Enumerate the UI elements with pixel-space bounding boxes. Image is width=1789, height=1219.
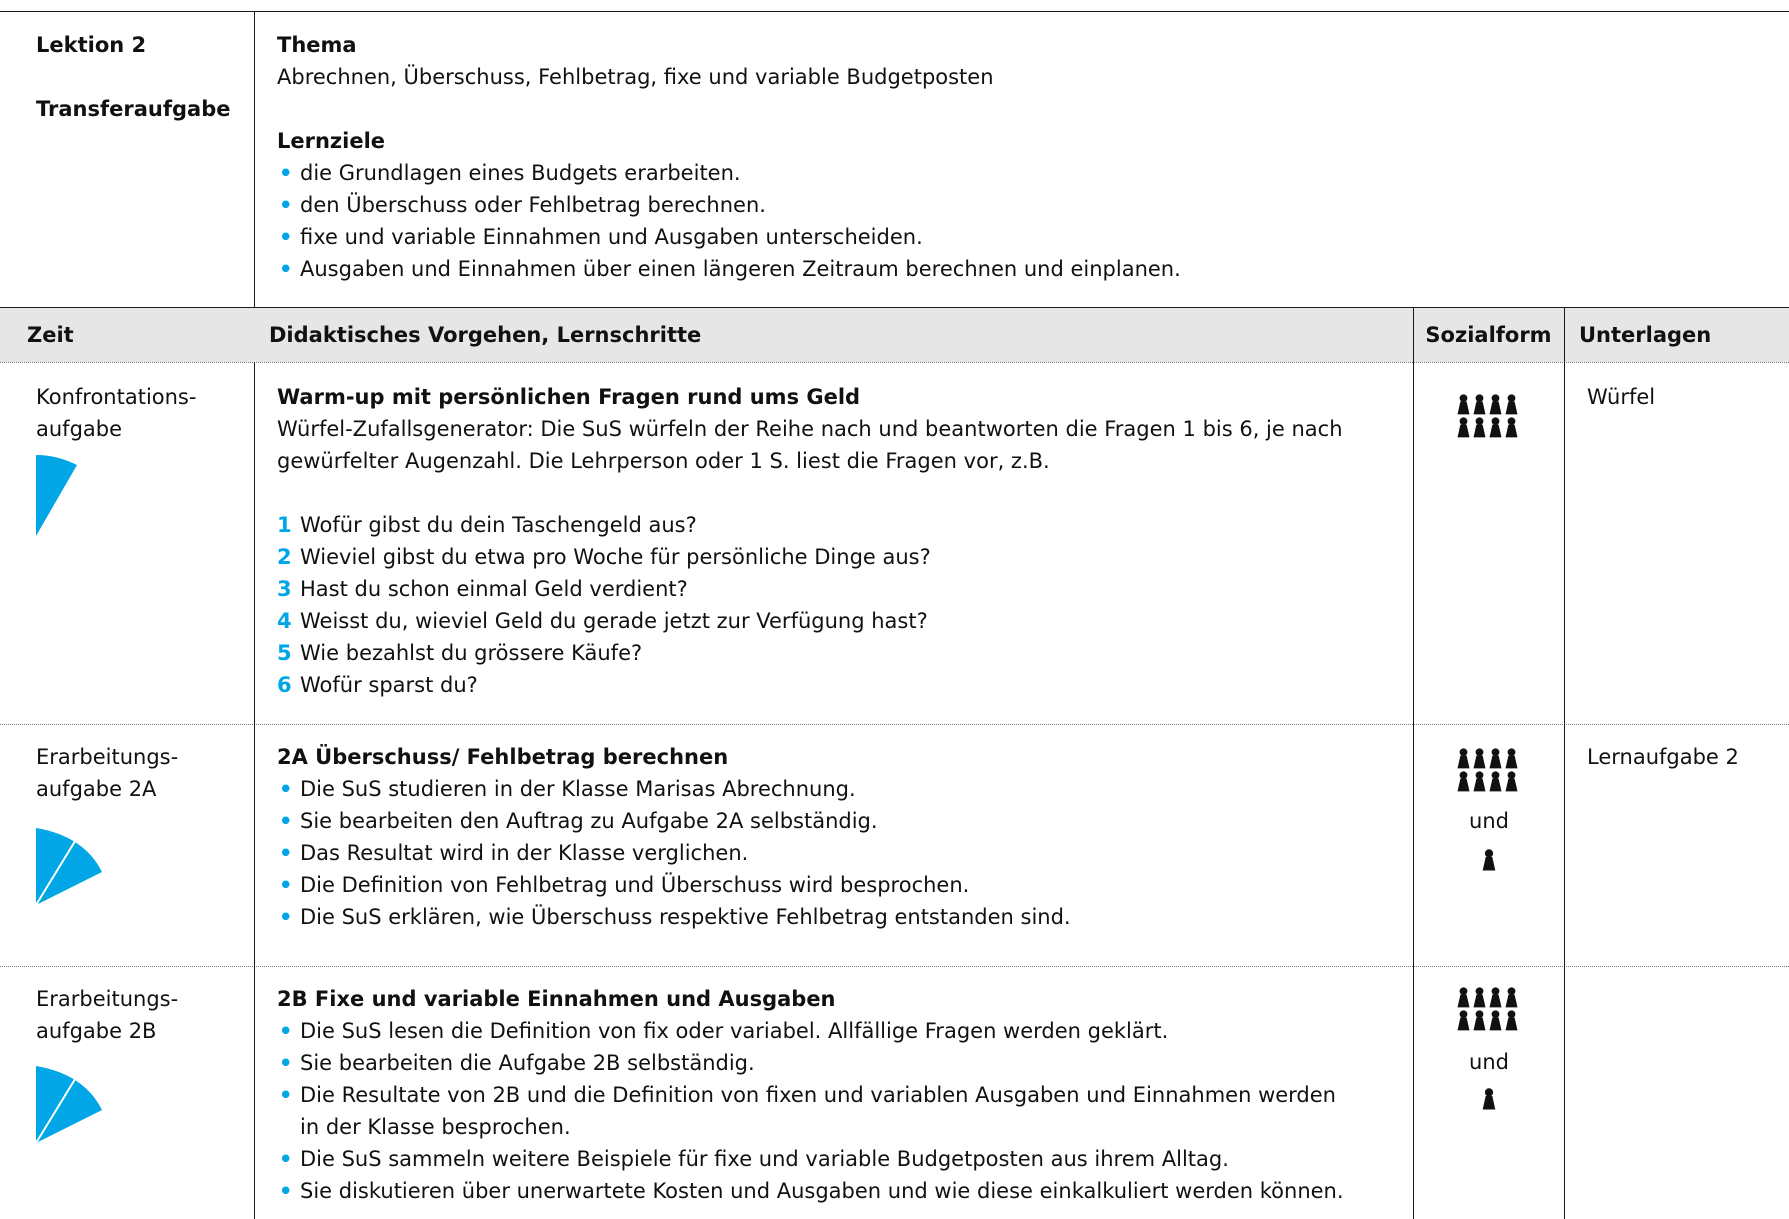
top-rule (0, 11, 1789, 12)
zeit-cell (36, 381, 196, 445)
questions-list (277, 509, 1343, 701)
list-item-text: in der Klasse besprochen. (300, 1115, 571, 1139)
list-item: • Die Definition von Fehlbetrag und Überschuss wird besprochen. (277, 869, 1071, 901)
lernziele-list (277, 157, 1181, 285)
zeit-label: aufgabe (36, 417, 123, 441)
question-number: 3 (277, 577, 292, 601)
list-item: • Die SuS erklären, wie Überschuss respektive Fehlbetrag entstanden sind. (277, 901, 1071, 933)
list-item: • Die SuS sammeln weitere Beispiele für fixe und variable Budgetposten aus ihrem Alltag. (277, 1143, 1344, 1175)
zeit-label: Erarbeitungs- (36, 987, 179, 1011)
class-group-icon (1457, 748, 1521, 794)
column-divider (1564, 307, 1565, 1219)
und-label: und (1469, 809, 1509, 833)
lesson-number: Lektion 2 (36, 33, 147, 57)
list-item: • fixe und variable Einnahmen und Ausgaben unterscheiden. (277, 221, 1181, 253)
list-item-text: Die Resultate von 2B und die Definition von fixen und variablen Ausgaben und Einnahmen werden (300, 1083, 1336, 1107)
list-item (277, 541, 1343, 573)
zeit-label: aufgabe 2B (36, 1019, 157, 1043)
class-group-icon (1457, 394, 1521, 440)
column-divider (1413, 307, 1414, 1219)
list-item (277, 1079, 1344, 1143)
step-cell (277, 741, 1071, 933)
steps-list (277, 773, 1071, 933)
unterlagen-text: Lernaufgabe 2 (1587, 745, 1739, 769)
thema-text: Abrechnen, Überschuss, Fehlbetrag, fixe und variable Budgetposten (277, 65, 994, 89)
list-item (277, 637, 1343, 669)
step-title: Warm-up mit persönlichen Fragen rund ums Geld (277, 385, 861, 409)
list-item: • Sie diskutieren über unerwartete Kosten und Ausgaben und wie diese einkalkuliert werden können. (277, 1175, 1344, 1207)
lernziele-block (277, 125, 1181, 285)
step-intro: gewürfelter Augenzahl. Die Lehrperson oder 1 S. liest die Fragen vor, z.B. (277, 449, 1050, 473)
zeit-label: aufgabe 2A (36, 777, 157, 801)
question-text: Hast du schon einmal Geld verdient? (300, 577, 688, 601)
time-segment-icon (36, 455, 78, 537)
time-segment-icon (36, 828, 104, 906)
question-number: 2 (277, 545, 292, 569)
header-sozialform: Sozialform (1425, 323, 1552, 347)
step-title: 2B Fixe und variable Einnahmen und Ausgaben (277, 987, 836, 1011)
step-title: 2A Überschuss/ Fehlbetrag berechnen (277, 745, 729, 769)
question-number: 6 (277, 673, 292, 697)
question-number: 4 (277, 609, 292, 633)
zeit-label: Erarbeitungs- (36, 745, 179, 769)
row-divider (0, 966, 1789, 967)
header-vorgehen: Didaktisches Vorgehen, Lernschritte (269, 323, 702, 347)
zeit-cell (36, 741, 178, 805)
row-divider (0, 724, 1789, 725)
question-text: Wie bezahlst du grössere Käufe? (300, 641, 643, 665)
list-item: • die Grundlagen eines Budgets erarbeiten. (277, 157, 1181, 189)
header-unterlagen: Unterlagen (1579, 323, 1712, 347)
list-item: • Sie bearbeiten die Aufgabe 2B selbständig. (277, 1047, 1344, 1079)
question-text: Wieviel gibst du etwa pro Woche für persönliche Dinge aus? (300, 545, 931, 569)
step-intro: Würfel-Zufallsgenerator: Die SuS würfeln der Reihe nach und beantworten die Fragen 1 bis 6, je nach (277, 417, 1343, 441)
question-number: 1 (277, 513, 292, 537)
question-text: Wofür gibst du dein Taschengeld aus? (300, 513, 697, 537)
column-divider (254, 362, 255, 1219)
lernziele-heading: Lernziele (277, 129, 386, 153)
class-group-icon (1457, 987, 1521, 1033)
top-column-divider (254, 11, 255, 307)
list-item (277, 669, 1343, 701)
header-zeit: Zeit (27, 323, 74, 347)
list-item: • Ausgaben und Einnahmen über einen längeren Zeitraum berechnen und einplanen. (277, 253, 1181, 285)
time-segment-icon (36, 1066, 104, 1144)
list-item: • Das Resultat wird in der Klasse verglichen. (277, 837, 1071, 869)
list-item: • Die SuS studieren in der Klasse Marisas Abrechnung. (277, 773, 1071, 805)
unterlagen-text: Würfel (1587, 385, 1656, 409)
zeit-cell (36, 983, 178, 1047)
thema-heading: Thema (277, 33, 357, 57)
list-item (277, 573, 1343, 605)
list-item: • den Überschuss oder Fehlbetrag berechnen. (277, 189, 1181, 221)
list-item: • Die SuS lesen die Definition von fix oder variabel. Allfällige Fragen werden geklärt. (277, 1015, 1344, 1047)
zeit-label: Konfrontations- (36, 385, 197, 409)
question-text: Weisst du, wieviel Geld du gerade jetzt zur Verfügung hast? (300, 609, 928, 633)
question-text: Wofür sparst du? (300, 673, 478, 697)
list-item: • Sie bearbeiten den Auftrag zu Aufgabe 2A selbständig. (277, 805, 1071, 837)
step-cell (277, 381, 1343, 701)
person-icon (1482, 1088, 1496, 1110)
list-item (277, 605, 1343, 637)
question-number: 5 (277, 641, 292, 665)
list-item (277, 509, 1343, 541)
steps-list (277, 1015, 1344, 1207)
step-cell (277, 983, 1344, 1207)
lesson-type: Transferaufgabe (36, 97, 231, 121)
thema-block (277, 29, 994, 93)
row-divider (0, 362, 1789, 363)
person-icon (1482, 849, 1496, 871)
und-label: und (1469, 1050, 1509, 1074)
